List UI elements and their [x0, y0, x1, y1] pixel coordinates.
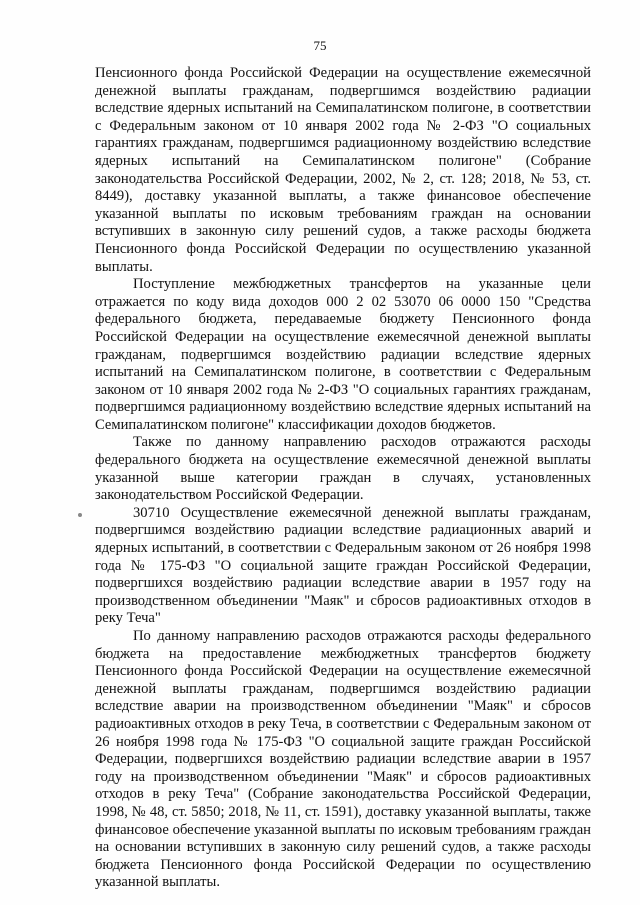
- document-body: [95, 65, 591, 892]
- paragraph-transfer-receipt: Поступление межбюджетных трансфертов на указанные цели отражается по коду вида доходов 000 2 02 53070 06 0000 150 "Средства федерального бюджета, передаваемые бюджету Пенсионного фонда Российской Федерации на осуществление ежемесячной денежной выплаты гражданам, подвергшимся воздействию радиации вследствие ядерных испытаний на Семипалатинском полигоне, в соответствии с Федеральным законом от 10 января 2002 года № 2-ФЗ "О социальных гарантиях гражданам, подвергшимся радиационному воздействию вследствие ядерных испытаний на Семипалатинском полигоне" классификации доходов бюджетов.: [95, 276, 591, 433]
- margin-dot-mark: [78, 513, 82, 517]
- paragraph-code-30710: 30710 Осуществление ежемесячной денежной выплаты гражданам, подвергшимся воздействию радиации вследствие радиационных аварий и ядерных испытаний, в соответствии с Федеральным законом от 26 ноября 1998 года № 175-ФЗ "О социальной защите граждан Российской Федерации, подвергшихся воздействию радиации вследствие аварии в 1957 году на производственном объединении "Маяк" и сбросов радиоактивных отходов в реку Теча": [95, 504, 591, 627]
- page-number: 75: [313, 38, 327, 53]
- paragraph-mayak-expenses: По данному направлению расходов отражаются расходы федерального бюджета на предоставление межбюджетных трансфертов бюджету Пенсионного фонда Российской Федерации на осуществление ежемесячной денежной выплаты гражданам, подвергшимся воздействию радиации вследствие аварии на производственном объединении "Маяк" и сбросов радиоактивных отходов в реку Теча, в соответствии с Федеральным законом от 26 ноября 1998 года № 175-ФЗ "О социальной защите граждан Российской Федерации, подвергшихся воздействию радиации вследствие аварии в 1957 году на производственном объединении "Маяк" и сбросов радиоактивных отходов в реку Теча" (Собрание законодательства Российской Федерации, 1998, № 48, ст. 5850; 2018, № 11, ст. 1591), доставку указанной выплаты, также финансовое обеспечение указанной выплаты по исковым требованиям граждан на основании вступивших в законную силу решений судов, а также расходы бюджета Пенсионного фонда Российской Федерации по осуществлению указанной выплаты.: [95, 628, 591, 891]
- paragraph-federal-expenses: Также по данному направлению расходов отражаются расходы федерального бюджета на осуществление ежемесячной денежной выплаты указанной выше категории граждан в случаях, установленных законодательством Российской Федерации.: [95, 434, 591, 504]
- paragraph-continuation: Пенсионного фонда Российской Федерации на осуществление ежемесячной денежной выплаты гражданам, подвергшимся воздействию радиации вследствие ядерных испытаний на Семипалатинском полигоне, в соответствии с Федеральным законом от 10 января 2002 года № 2-ФЗ "О социальных гарантиях гражданам, подвергшимся радиационному воздействию вследствие ядерных испытаний на Семипалатинском полигоне" (Собрание законодательства Российской Федерации, 2002, № 2, ст. 128; 2018, № 53, ст. 8449), доставку указанной выплаты, а также финансовое обеспечение указанной выплаты по исковым требованиям граждан на основании вступивших в законную силу решений судов, а также расходы бюджета Пенсионного фонда Российской Федерации по осуществлению указанной выплаты.: [95, 65, 591, 275]
